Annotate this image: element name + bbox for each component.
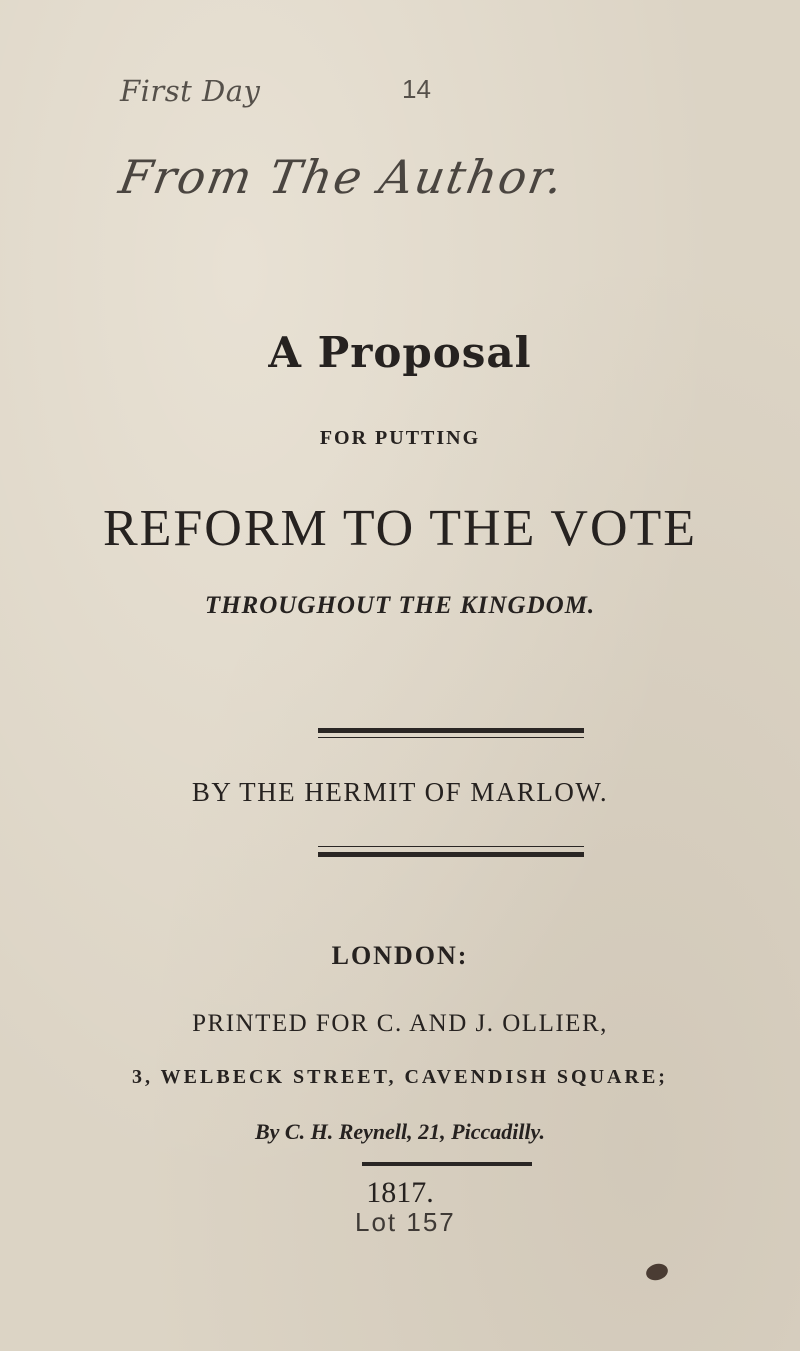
ink-spot <box>644 1261 669 1282</box>
rule-thin <box>318 846 584 847</box>
subtitle: FOR PUTTING <box>319 427 481 449</box>
imprint-city: LONDON: <box>331 941 469 970</box>
rule-thick <box>318 728 584 733</box>
main-title: REFORM TO THE VOTE <box>102 500 698 557</box>
rule-thin <box>318 737 584 738</box>
author-line: BY THE HERMIT OF MARLOW. <box>191 777 609 807</box>
rule-short <box>362 1162 532 1166</box>
lot-number: Lot 157 <box>355 1207 456 1237</box>
rule-thick <box>318 852 584 857</box>
imprint-address: 3, WELBECK STREET, CAVENDISH SQUARE; <box>132 1066 668 1088</box>
imprint-seller: By C. H. Reynell, 21, Piccadilly. <box>254 1119 546 1144</box>
page-number: 14 <box>402 74 431 104</box>
title: A Proposal <box>268 328 532 377</box>
imprint-printer: PRINTED FOR C. AND J. OLLIER, <box>192 1010 608 1037</box>
handwritten-inscription: From The Author. <box>115 150 569 204</box>
imprint-year: 1817. <box>366 1176 434 1209</box>
tagline: THROUGHOUT THE KINGDOM. <box>204 592 596 619</box>
pencil-note: First Day <box>120 74 261 108</box>
